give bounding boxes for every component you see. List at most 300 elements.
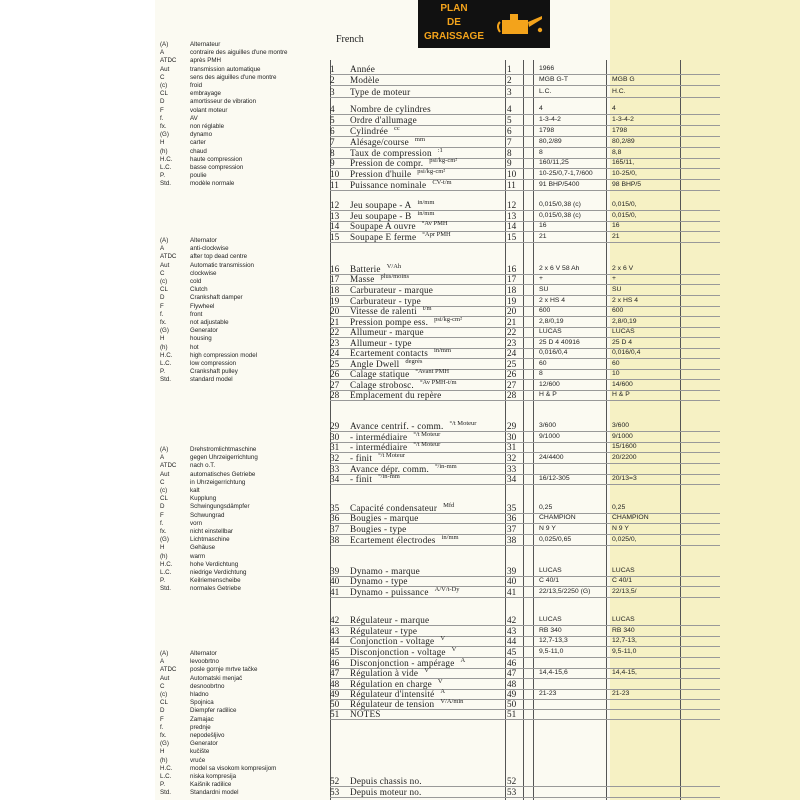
row-unit: mm [414,136,426,143]
glossary-meaning: basse compression [190,164,244,172]
row-label: Jeu soupape - A [350,200,412,210]
glossary-entry [160,327,257,335]
value-next-column: 10 [612,370,620,377]
glossary-entry [160,262,257,270]
value-next-column: LUCAS [612,328,635,335]
row-label: Allumeur - marque [350,327,424,337]
row-number: 40 [330,576,340,586]
row-number: 35 [330,503,340,513]
row-rule [330,125,720,126]
glossary-meaning: Spojnica [190,699,214,707]
row-number: 45 [330,647,340,657]
glossary-meaning: posle gornje mrtve tačke [190,666,258,674]
glossary-entry [160,446,258,454]
value-next-column: 1798 [612,127,628,134]
glossary-entry [160,49,288,57]
value-1966-column: L.C. [539,88,552,95]
glossary-french [160,41,288,189]
glossary-abbreviation: Std. [160,789,172,797]
glossary-abbreviation: (A) [160,650,169,657]
glossary-entry [160,148,288,156]
row-label: Disconjonction - voltage [350,647,446,657]
value-1966-column: 2 x 6 V 58 Ah [539,265,580,272]
row-number-right: 10 [507,169,517,179]
row-rule [330,484,720,485]
glossary-abbreviation: L.C. [160,773,172,781]
glossary-abbreviation: F [160,302,164,310]
glossary-abbreviation: f. [160,519,164,527]
value-next-column: 0,016/0,4 [612,349,641,356]
glossary-entry [160,74,288,82]
row-number-right: 34 [507,474,517,484]
row-label: Cylindrée [350,126,389,136]
value-1966-column: RB 340 [539,627,562,634]
glossary-meaning: gegen Uhrzeigerrichtung [190,454,258,462]
row-rule [330,400,720,401]
glossary-abbreviation: P. [160,577,166,585]
row-label: Régulateur de tension [350,699,435,709]
glossary-entry [160,139,288,147]
row-number: 46 [330,658,340,668]
value-next-column: H.C. [612,88,626,95]
glossary-entry [160,303,257,311]
row-number-right: 15 [507,232,517,242]
row-number-right: 21 [507,317,517,327]
glossary-entry [160,156,288,164]
value-next-column: 25 D 4 [612,339,633,346]
value-1966-column: 12/600 [539,381,560,388]
row-number: 50 [330,699,340,709]
row-number: 29 [330,421,340,431]
glossary-entry [160,335,257,343]
glossary-abbreviation: C [160,269,165,277]
glossary-meaning: Gehäuse [190,544,216,552]
row-number: 1 [330,64,335,74]
glossary-entry [160,666,276,674]
glossary-abbreviation: D [160,98,165,106]
glossary-abbreviation: A [160,49,165,57]
glossary-entry [160,462,258,470]
glossary-meaning: niska kompresija [190,773,237,781]
glossary-meaning: Schwungrad [190,511,225,519]
row-rule [330,719,720,720]
glossary-entry [160,66,288,74]
row-number: 11 [330,180,339,190]
row-rule [330,74,720,75]
glossary-entry [160,748,276,756]
value-next-column: 9/1000 [612,433,633,440]
glossary-entry [160,528,258,536]
glossary-entry [160,683,276,691]
glossary-meaning: normales Getriebe [190,585,241,593]
value-1966-column: + [539,275,543,282]
row-unit: CV-t/m [432,179,452,186]
glossary-abbreviation: Aut [160,65,170,73]
row-label: Soupape E ferme [350,232,417,242]
row-label: Ecartement contacts [350,348,429,358]
glossary-meaning: niedrige Verdichtung [190,569,247,577]
row-label: Calage strobosc. [350,380,414,390]
glossary-entry [160,650,276,658]
glossary-meaning: non réglable [190,123,225,131]
row-label: Régulateur - marque [350,615,430,625]
glossary-meaning: Crankshaft pulley [190,368,238,376]
row-label: Type de moteur [350,87,411,97]
glossary-abbreviation: C [160,73,165,81]
value-1966-column: 22/13,5/2250 (G) [539,588,591,595]
glossary-entry [160,278,257,286]
row-number: 19 [330,296,340,306]
row-label: Bougies - type [350,524,407,534]
glossary-abbreviation: Aut [160,261,170,269]
glossary-abbreviation: Aut [160,470,170,478]
row-unit: Mfd [443,502,455,509]
row-number-right: 51 [507,709,517,719]
glossary-meaning: amortisseur de vibration [190,98,257,106]
row-label: Vitesse de ralenti [350,306,417,316]
value-1966-column: 1798 [539,127,555,134]
row-number-right: 46 [507,658,517,668]
glossary-abbreviation: H.C. [160,351,173,359]
row-label: - finit [350,453,373,463]
glossary-meaning: Drehstromlichtmaschine [190,446,257,453]
row-label: Dynamo - puissance [350,587,429,597]
glossary-meaning: chaud [190,147,207,155]
row-number-right: 32 [507,453,517,463]
row-number: 53 [330,787,340,797]
value-1966-column: 80,2/89 [539,138,562,145]
glossary-meaning: contraire des aiguilles d'une montre [190,49,288,57]
row-number-right: 35 [507,503,517,513]
value-1966-column: 91 BHP/5400 [539,181,580,188]
glossary-meaning: après PMH [190,57,221,65]
row-number: 37 [330,524,340,534]
glossary-abbreviation: H [160,335,165,343]
row-number-right: 11 [507,180,516,190]
row-number: 17 [330,274,340,284]
glossary-meaning: Automatski menjač [190,674,243,682]
glossary-meaning: transmission automatique [190,65,261,73]
glossary-entry [160,57,288,65]
glossary-meaning: Kupplung [190,495,217,503]
glossary-abbreviation: (G) [160,131,169,139]
glossary-meaning: Keilriemenscheibe [190,577,241,585]
row-number-right: 45 [507,647,517,657]
glossary-entry [160,41,288,49]
row-rule [330,97,720,98]
glossary-abbreviation: A [160,454,165,462]
value-1966-column: 0,015/0,38 (c) [539,201,581,208]
row-label: Modèle [350,75,380,85]
glossary-meaning: automatisches Getriebe [190,470,256,478]
row-label: Depuis moteur no. [350,787,422,797]
row-number: 31 [330,442,340,452]
value-1966-column: 1966 [539,65,555,72]
value-1966-column: 0,25 [539,504,553,511]
row-number: 48 [330,679,340,689]
value-next-column: 20/13=3 [612,475,637,482]
value-1966-column: 4 [539,105,543,112]
row-number-right: 41 [507,587,517,597]
row-label: Angle Dwell [350,359,400,369]
row-unit: in/mm [417,199,435,206]
row-number: 27 [330,380,340,390]
row-unit: V [437,678,443,685]
value-next-column: RB 340 [612,627,635,634]
value-next-column: 16 [612,222,620,229]
row-label: Régulateur - type [350,626,418,636]
row-unit: in/mm [417,210,435,217]
row-number-right: 28 [507,390,517,400]
glossary-entry [160,781,276,789]
value-1966-column: 21-23 [539,690,557,697]
row-label: Carburateur - type [350,296,421,306]
glossary-entry [160,164,288,172]
row-number: 51 [330,709,340,719]
row-unit: °/in-mm [434,463,457,470]
row-number-right: 30 [507,432,517,442]
glossary-abbreviation: fx. [160,528,167,536]
glossary-english [160,237,257,385]
glossary-abbreviation: P. [160,781,166,789]
value-1966-column: 0,016/0,4 [539,349,568,356]
oil-can-icon [496,8,544,42]
glossary-meaning: levoobrtno [190,658,219,666]
glossary-abbreviation: F [160,715,164,723]
glossary-meaning: poulie [190,172,207,180]
glossary-meaning: volant moteur [190,106,228,114]
row-label: Avance centrif. - comm. [350,421,444,431]
glossary-abbreviation: fx. [160,732,167,740]
value-next-column: 600 [612,307,624,314]
row-label: Carburateur - marque [350,285,434,295]
value-next-column: 10-25/0, [612,170,637,177]
glossary-abbreviation: CL [160,699,168,707]
glossary-abbreviation: L.C. [160,360,172,368]
value-next-column: CHAMPION [612,514,649,521]
row-number-right: 43 [507,626,517,636]
row-unit: t/m [422,305,432,312]
value-next-column: 0,015/0, [612,201,637,208]
glossary-entry [160,286,257,294]
value-1966-column: H & P [539,391,557,398]
row-number: 47 [330,668,340,678]
glossary-abbreviation: F [160,106,164,114]
glossary-abbreviation: C [160,682,165,690]
glossary-entry [160,503,258,511]
value-1966-column: 2 x HS 4 [539,297,566,304]
row-unit: V/Ah [386,263,402,270]
glossary-abbreviation: f. [160,310,164,318]
glossary-abbreviation: A [160,245,165,253]
glossary-entry [160,98,288,106]
glossary-meaning: not adjustable [190,319,229,327]
value-next-column: 14/600 [612,381,633,388]
glossary-abbreviation: H.C. [160,560,173,568]
row-number-right: 37 [507,524,517,534]
glossary-meaning: Alternator [190,650,217,657]
value-1966-column: 0,015/0,38 (c) [539,212,581,219]
glossary-meaning: dynamo [190,131,213,139]
row-unit: plus/moins [380,273,410,280]
row-number: 3 [330,87,335,97]
glossary-meaning: Alternateur [190,41,221,48]
row-label: NOTES [350,709,381,719]
row-number: 43 [330,626,340,636]
value-next-column: 1-3-4-2 [612,116,634,123]
row-unit: in/mm [441,534,459,541]
row-unit: A [440,688,446,695]
glossary-entry [160,724,276,732]
row-number: 4 [330,104,335,114]
glossary-abbreviation: F [160,511,164,519]
glossary-abbreviation: L.C. [160,569,172,577]
row-number-right: 9 [507,158,512,168]
glossary-entry [160,765,276,773]
glossary-abbreviation: f. [160,114,164,122]
row-label: Dynamo - type [350,576,408,586]
glossary-entry [160,123,288,131]
glossary-entry [160,512,258,520]
value-next-column: MGB G [612,76,635,83]
row-label: Puissance nominale [350,180,427,190]
row-number: 14 [330,221,340,231]
row-unit: A/V/t-Dy [434,586,460,593]
row-label: Batterie [350,264,381,274]
row-number: 38 [330,535,340,545]
glossary-entry [160,553,258,561]
row-number-right: 38 [507,535,517,545]
row-number-right: 31 [507,442,517,452]
glossary-entry [160,245,257,253]
row-number-right: 4 [507,104,512,114]
glossary-entry [160,773,276,781]
value-next-column: 9,5-11,0 [612,648,637,655]
glossary-abbreviation: C [160,478,165,486]
glossary-entry [160,691,276,699]
value-next-column: 8,8 [612,149,622,156]
glossary-abbreviation: ATDC [160,253,177,261]
row-label: Pression pompe ess. [350,317,429,327]
row-number: 23 [330,338,340,348]
row-number: 26 [330,369,340,379]
glossary-entry [160,789,276,797]
row-number-right: 44 [507,636,517,646]
glossary-meaning: high compression model [190,351,258,359]
glossary-abbreviation: (c) [160,691,168,699]
value-1966-column: CHAMPION [539,514,576,521]
row-rule [330,597,720,598]
row-label: Régulation en charge [350,679,432,689]
glossary-entry [160,172,288,180]
row-number: 44 [330,636,340,646]
row-label: Allumeur - type [350,338,412,348]
glossary-meaning: desnoobrtno [190,682,225,690]
glossary-meaning: froid [190,82,203,90]
row-unit: in/mm [434,347,452,354]
glossary-abbreviation: D [160,707,165,715]
value-1966-column: SU [539,286,549,293]
row-label: Nombre de cylindres [350,104,431,114]
value-1966-column: 2,8/0,19 [539,318,564,325]
value-next-column: 0,015/0, [612,212,637,219]
row-number-right: 3 [507,87,512,97]
glossary-abbreviation: fx. [160,319,167,327]
row-number-right: 42 [507,615,517,625]
glossary-meaning: Crankshaft damper [190,294,243,302]
glossary-abbreviation: ATDC [160,666,177,674]
glossary-meaning: vorn [190,519,203,527]
glossary-abbreviation: (h) [160,552,168,560]
glossary-entry [160,270,257,278]
value-next-column: 15/1600 [612,443,637,450]
value-1966-column: 21 [539,233,547,240]
row-label: Jeu soupape - B [350,211,412,221]
value-next-column: SU [612,286,622,293]
row-number-right: 47 [507,668,517,678]
value-1966-column: 10-25/0,7-1,7/600 [539,170,593,177]
glossary-meaning: Generator [190,327,218,335]
glossary-entry [160,699,276,707]
glossary-entry [160,107,288,115]
row-rule [330,545,720,546]
glossary-meaning: Clutch [190,286,208,294]
glossary-meaning: cold [190,278,202,286]
row-number: 49 [330,689,340,699]
glossary-meaning: Lichtmaschine [190,536,230,544]
row-rule [330,242,720,243]
glossary-meaning: low compression [190,360,237,368]
row-number-right: 33 [507,464,517,474]
glossary-entry [160,585,258,593]
value-next-column: 2,8/0,19 [612,318,637,325]
row-unit: °Av PMH-t/m [419,379,457,386]
glossary-entry [160,707,276,715]
value-1966-column: 24/4400 [539,454,564,461]
value-next-column: 2 x HS 4 [612,297,639,304]
row-label: Ecartement électrodes [350,535,436,545]
row-rule [330,190,720,191]
badge-line-1: PLAN [440,3,468,14]
row-label: Disconjonction - ampérage [350,658,455,668]
glossary-entry [160,544,258,552]
row-number-right: 7 [507,137,512,147]
glossary-abbreviation: (c) [160,278,168,286]
glossary-entry [160,319,257,327]
row-unit: cc [394,125,400,132]
value-next-column: 14,4-15, [612,669,637,676]
glossary-abbreviation: Std. [160,585,172,593]
glossary-meaning: carter [190,139,206,147]
value-next-column: N 9 Y [612,525,629,532]
row-number: 42 [330,615,340,625]
glossary-abbreviation: (c) [160,487,168,495]
row-number-right: 39 [507,566,517,576]
value-next-column: 4 [612,105,616,112]
value-next-column: LUCAS [612,616,635,623]
value-1966-column: LUCAS [539,616,562,623]
glossary-entry [160,82,288,90]
glossary-meaning: prednje [190,723,211,731]
glossary-entry [160,561,258,569]
value-next-column: C 40/1 [612,577,633,584]
row-number: 33 [330,464,340,474]
glossary-entry [160,732,276,740]
glossary-meaning: embrayage [190,90,221,98]
row-number-right: 20 [507,306,517,316]
glossary-meaning: Standardni model [190,789,239,797]
value-1966-column: 3/600 [539,422,557,429]
